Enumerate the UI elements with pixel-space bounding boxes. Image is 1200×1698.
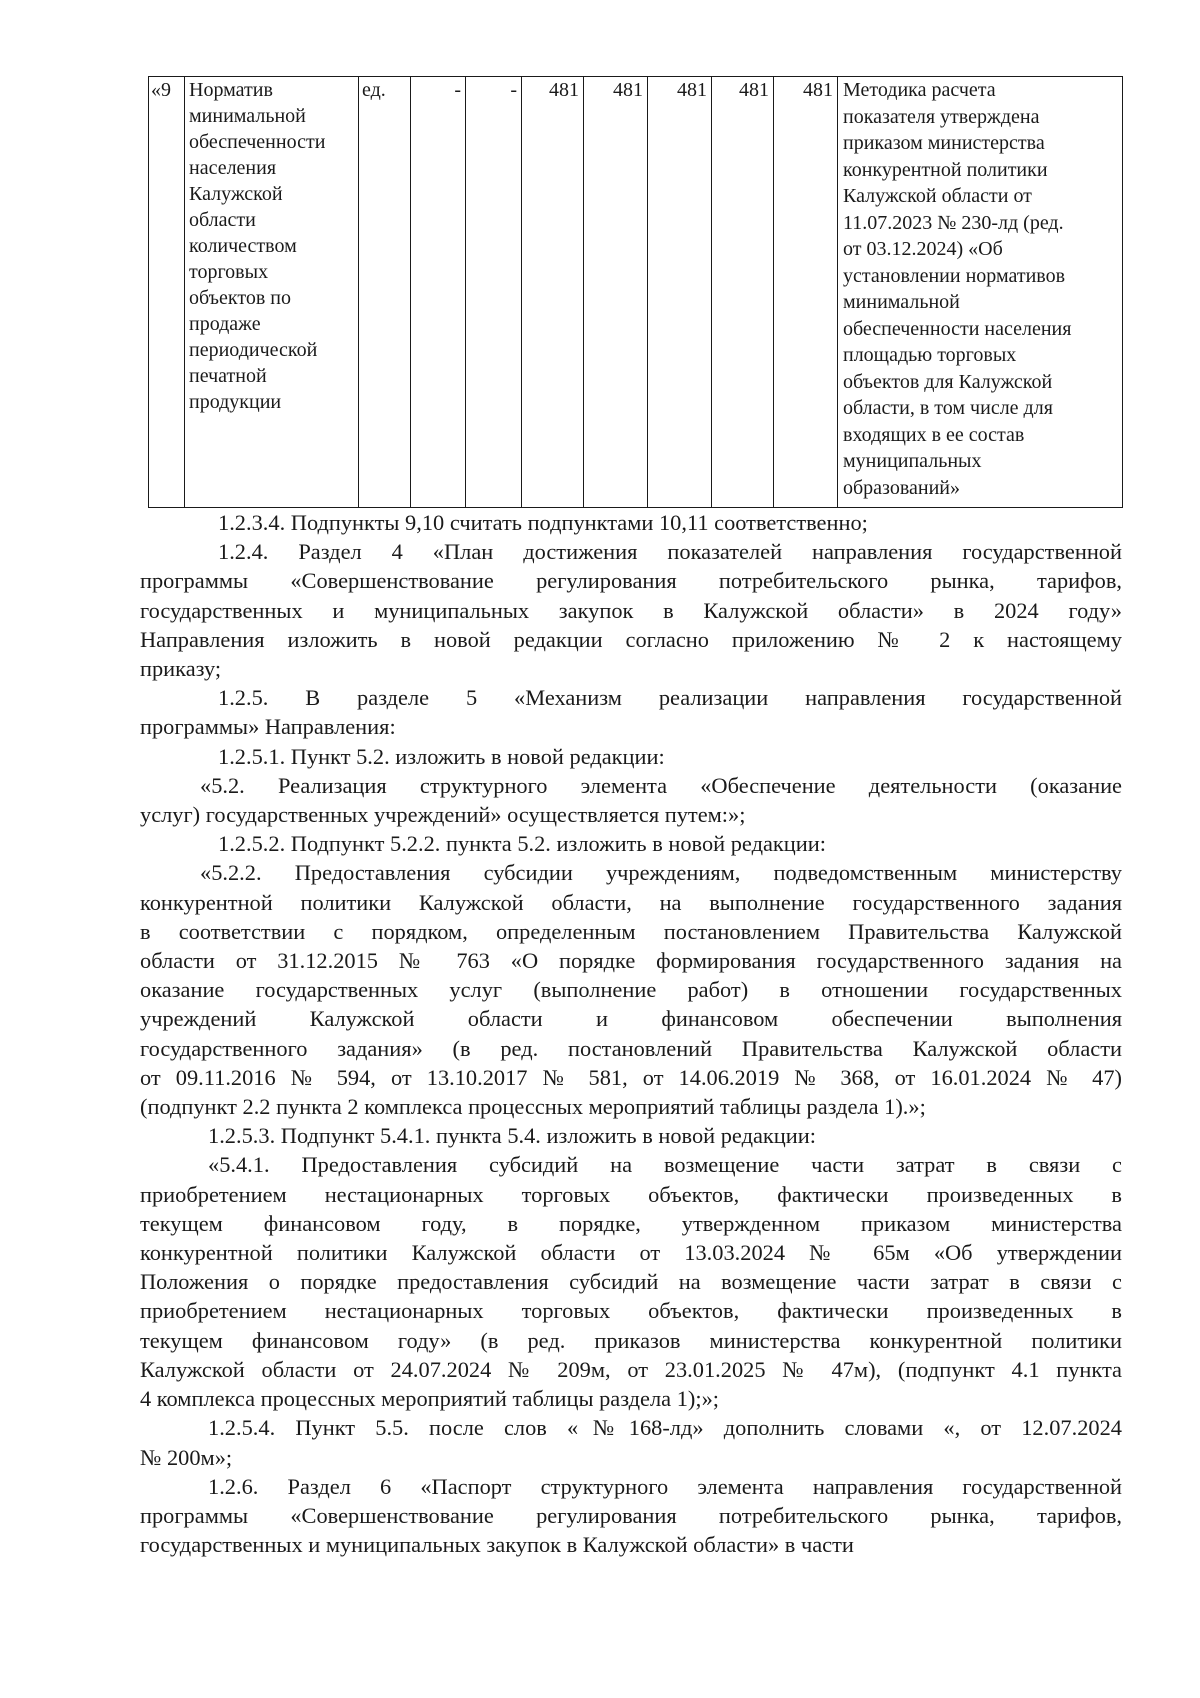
name-line: Калужской [189, 183, 283, 205]
text-line: 1.2.5.1. Пункт 5.2. изложить в новой редакции: [218, 743, 665, 769]
text-line: приобретением нестационарных торговых объектов, фактически произведенных в [140, 1181, 1122, 1207]
method-line: конкурентной политики [843, 158, 1048, 181]
method-line: обеспеченности населения [843, 317, 1072, 340]
name-line: продукции [189, 391, 282, 413]
paragraph [140, 1121, 1122, 1150]
name-line: Норматив [189, 79, 273, 101]
text-line: области от 31.12.2015 № 763 «О порядке формирования государственного задания на [140, 948, 1122, 974]
text-line: 1.2.5.4. Пункт 5.5. после слов «№168-лд» дополнить словами «, от 12.07.2024 [208, 1415, 1122, 1441]
method-line: от 03.12.2024) «Об [843, 238, 1003, 260]
text-line: 1.2.4. Раздел 4 «План достижения показателей направления государственной [218, 539, 1122, 565]
base-year-cell: - [466, 77, 522, 508]
methodology-cell [838, 77, 1123, 508]
text-line: оказание государственных услуг (выполнение работ) в отношении государственных [140, 977, 1122, 1003]
method-line: области, в том числе для [843, 397, 1053, 419]
text-line: программы «Совершенствование регулирования потребительского рынка, тарифов, [140, 568, 1122, 594]
paragraph [140, 508, 1122, 537]
paragraph [140, 683, 1122, 741]
text-line: приказу; [140, 656, 222, 682]
text-line: учреждений Калужской области и финансовом обеспечении выполнения [140, 1006, 1122, 1032]
method-line: Калужской области от [843, 185, 1032, 207]
name-line: обеспеченности [189, 131, 326, 153]
text-line: Калужской области от 24.07.2024 № 209м, от 23.01.2025 № 47м), (подпункт 4.1 пункта [140, 1356, 1122, 1382]
text-line: № 200м»; [140, 1444, 233, 1470]
text-line: 1.2.5.2. Подпункт 5.2.2. пункта 5.2. изложить в новой редакции: [218, 831, 826, 857]
method-line: Методика расчета [843, 79, 996, 101]
value-cell: 481 [522, 77, 584, 508]
paragraph [140, 829, 1122, 858]
text-line: 1.2.5. В разделе 5 «Механизм реализации направления государственной [218, 685, 1122, 711]
text-line: (подпункт 2.2 пункта 2 комплекса процессных мероприятий таблицы раздела 1).»; [140, 1094, 926, 1120]
value-cell: 481 [774, 77, 838, 508]
text-line: 1.2.6. Раздел 6 «Паспорт структурного элемента направления государственной [208, 1473, 1122, 1499]
name-line: объектов по [189, 287, 291, 309]
base-value-cell: - [411, 77, 466, 508]
text-line: в соответствии с порядком, определенным постановлением Правительства Калужской [140, 918, 1122, 944]
text-line: услуг) государственных учреждений» осуществляется путем:»; [140, 802, 746, 828]
row-number-cell: «9 [149, 77, 185, 508]
text-line: Направления изложить в новой редакции согласно приложению № 2 к настоящему [140, 626, 1122, 652]
name-line: количеством [189, 235, 297, 257]
paragraph [140, 1472, 1122, 1560]
method-line: установлении нормативов [843, 264, 1066, 287]
text-line: «5.4.1. Предоставления субсидий на возмещение части затрат в связи с [208, 1152, 1122, 1178]
unit-cell: ед. [359, 77, 411, 508]
text-line: текущем финансовом году» (в ред. приказов министерства конкурентной политики [140, 1327, 1122, 1353]
text-line: текущем финансовом году, в порядке, утвержденном приказом министерства [140, 1210, 1122, 1236]
name-line: периодической [189, 339, 318, 361]
text-line: от 09.11.2016 № 594, от 13.10.2017 № 581, от 14.06.2019 № 368, от 16.01.2024 № 47) [140, 1064, 1122, 1090]
method-line: 11.07.2023 № 230-лд (ред. [843, 211, 1064, 234]
indicator-name-cell [185, 77, 359, 508]
paragraph [140, 1150, 1122, 1413]
text-line: приобретением нестационарных торговых объектов, фактически произведенных в [140, 1298, 1122, 1324]
text-line: государственных и муниципальных закупок в Калужской области» в части [140, 1532, 854, 1558]
text-line: государственного задания» (в ред. постановлений Правительства Калужской области [140, 1035, 1122, 1061]
value-cell: 481 [584, 77, 648, 508]
method-line: показателя утверждена [843, 105, 1040, 128]
text-line: 1.2.5.3. Подпункт 5.4.1. пункта 5.4. изложить в новой редакции: [208, 1123, 816, 1149]
body-text [140, 508, 1122, 1559]
value-cell: 481 [648, 77, 712, 508]
method-line: приказом министерства [843, 132, 1045, 154]
method-line: муниципальных [843, 450, 982, 472]
text-line: Положения о порядке предоставления субсидий на возмещение части затрат в связи с [140, 1269, 1122, 1295]
name-line: населения [189, 157, 277, 179]
name-line: торговых [189, 261, 269, 283]
value-cell: 481 [712, 77, 774, 508]
text-line: конкурентной политики Калужской области, на выполнение государственного задания [140, 889, 1122, 915]
name-line: печатной [189, 365, 267, 387]
method-line: объектов для Калужской [843, 370, 1053, 393]
name-line: продаже [189, 313, 261, 335]
table-row [149, 77, 1123, 508]
method-line: образований» [843, 476, 961, 499]
text-line: программы» Направления: [140, 714, 396, 740]
text-line: государственных и муниципальных закупок в Калужской области» в 2024 году» [140, 597, 1122, 623]
text-line: программы «Совершенствование регулирования потребительского рынка, тарифов, [140, 1502, 1122, 1528]
text-line: конкурентной политики Калужской области от 13.03.2024 № 65м «Об утверждении [140, 1240, 1122, 1266]
paragraph [140, 742, 1122, 771]
text-line: 4 комплекса процессных мероприятий таблицы раздела 1);»; [140, 1386, 719, 1412]
paragraph [140, 858, 1122, 1121]
paragraph [140, 1413, 1122, 1471]
method-line: входящих в ее состав [843, 423, 1025, 446]
paragraph [140, 771, 1122, 829]
text-line: 1.2.3.4. Подпункты 9,10 считать подпунктами 10,11 соответственно; [218, 510, 868, 535]
text-line: «5.2.2. Предоставления субсидии учреждениям, подведомственным министерству [200, 860, 1122, 886]
name-line: минимальной [189, 105, 306, 127]
method-line: площадью торговых [843, 344, 1017, 366]
name-line: области [189, 209, 256, 231]
indicator-table [148, 76, 1123, 508]
text-line: «5.2. Реализация структурного элемента «Обеспечение деятельности (оказание [200, 772, 1122, 798]
method-line: минимальной [843, 291, 960, 313]
paragraph [140, 537, 1122, 683]
